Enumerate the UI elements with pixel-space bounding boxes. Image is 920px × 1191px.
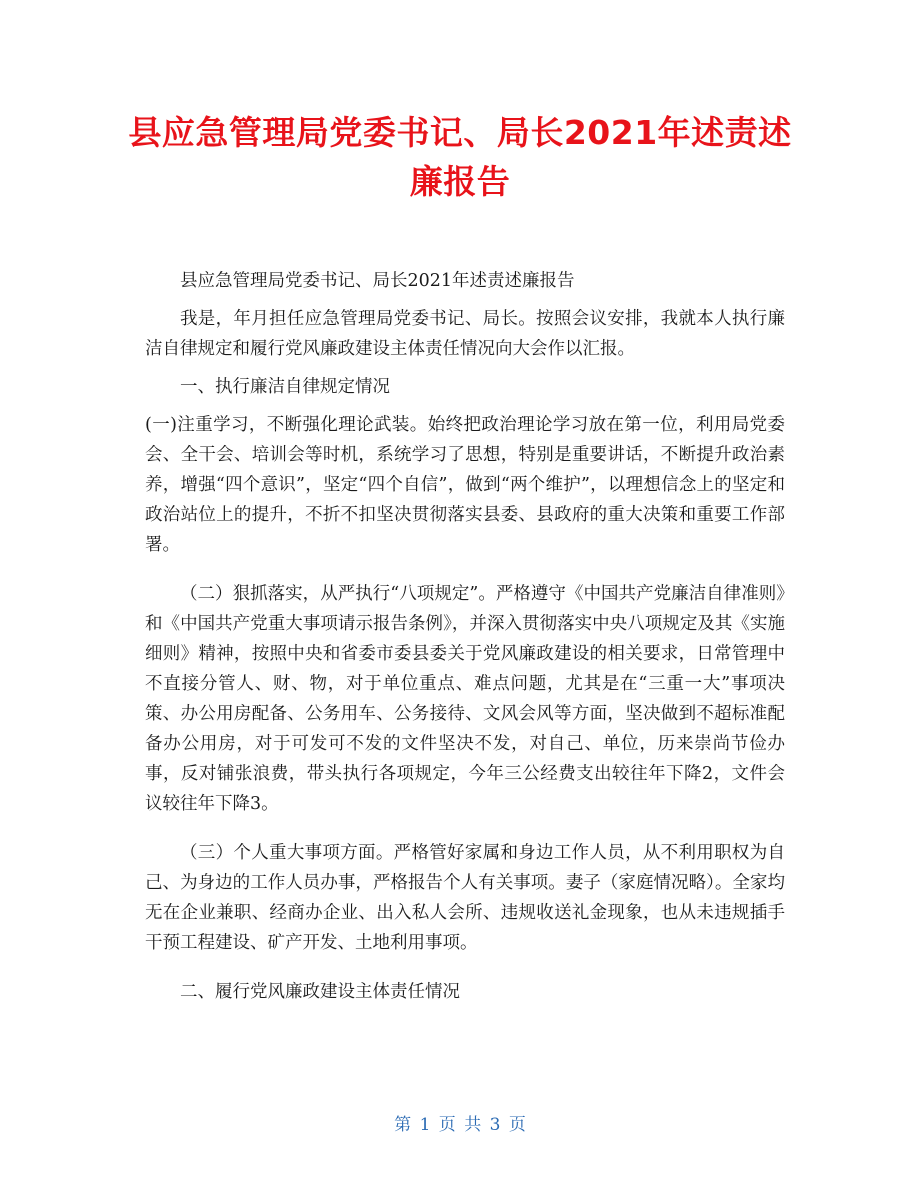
paragraph-eight-rules: （二）狠抓落实，从严执行“八项规定”。严格遵守《中国共产党廉洁自律准则》和《中国共产党重大事项请示报告条例》，并深入贯彻落实中央八项规定及其《实施细则》精神，按照中央和省委市委县委关于党风廉政建设的相关要求，日常管理中不直接分管人、财、物，对于单位重点、难点问题，尤其是在“三重一大”事项决策、办公用房配备、公务用车、公务接待、文风会风等方面，坚决做到不超标准配备办公用房，对于可发可不发的文件坚决不发，对自己、单位，历来崇尚节俭办事，反对铺张浪费，带头执行各项规定，今年三公经费支出较往年下降2，文件会议较往年下降3。 <box>145 584 785 814</box>
document-body <box>145 266 785 1015</box>
paragraph-intro: 我是，年月担任应急管理局党委书记、局长。按照会议安排，我就本人执行廉洁自律规定和履行党风廉政建设主体责任情况向大会作以汇报。 <box>145 309 785 359</box>
paragraph-study: (一)注重学习，不断强化理论武装。始终把政治理论学习放在第一位，利用局党委会、全干会、培训会等时机，系统学习了思想，特别是重要讲话，不断提升政治素养，增强“四个意识”，坚定“四个自信”，做到“两个维护”，以理想信念上的坚定和政治站位上的提升，不折不扣坚决贯彻落实县委、县政府的重大决策和重要工作部署。 <box>145 415 785 555</box>
page-number: 第 1 页 共 3 页 <box>394 1115 526 1135</box>
section-heading-1: 一、执行廉洁自律规定情况 <box>180 377 390 397</box>
paragraph-personal-matters: （三）个人重大事项方面。严格管好家属和身边工作人员，从不利用职权为自己、为身边的工作人员办事，严格报告个人有关事项。妻子（家庭情况略）。全家均无在企业兼职、经商办企业、出入私人会所、违规收送礼金现象，也从未违规插手干预工程建设、矿产开发、土地利用事项。 <box>145 843 785 953</box>
section-heading-2: 二、履行党风廉政建设主体责任情况 <box>180 982 460 1002</box>
document-title: 县应急管理局党委书记、局长2021年述责述廉报告 <box>128 113 792 201</box>
paragraph-heading-repeat: 县应急管理局党委书记、局长2021年述责述廉报告 <box>180 271 575 291</box>
